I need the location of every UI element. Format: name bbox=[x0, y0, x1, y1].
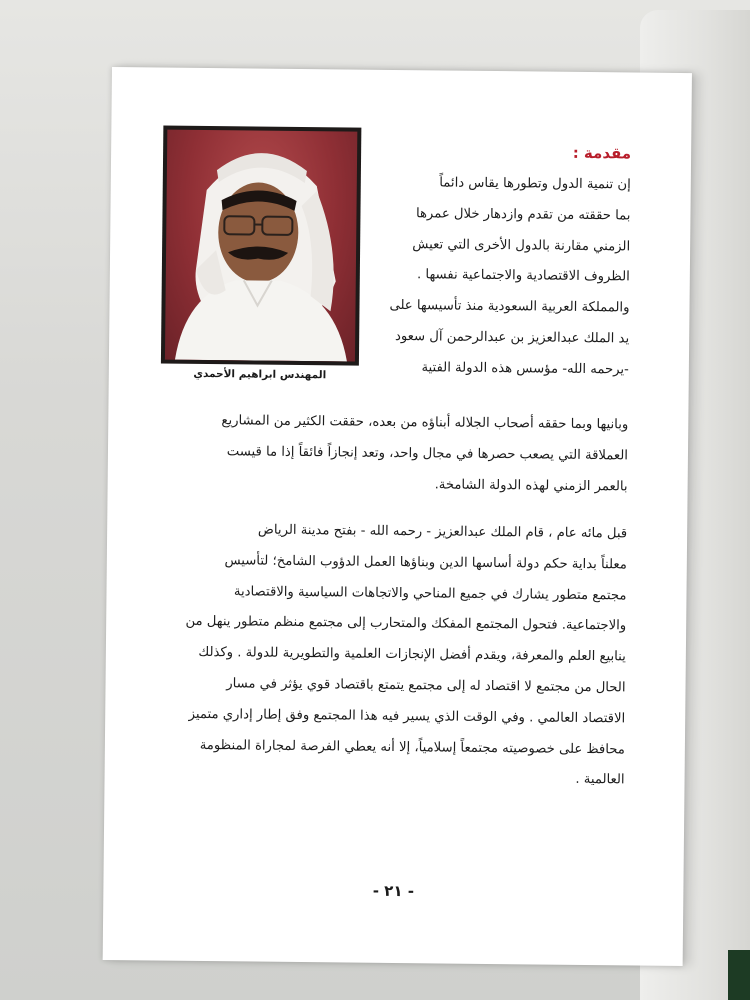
book-page bbox=[103, 67, 692, 966]
author-photo bbox=[165, 130, 357, 362]
photo-caption: المهندس ابراهيم الأحمدي bbox=[193, 367, 327, 382]
author-photo-frame bbox=[161, 126, 361, 366]
text-line: بالعمر الزمني لهذه الدولة الشامخة. bbox=[434, 476, 628, 495]
paragraph-2 bbox=[146, 514, 627, 796]
text-line: والمملكة العربية السعودية منذ تأسيسها على bbox=[389, 298, 630, 316]
text-line: -يرحمه الله- مؤسس هذه الدولة الفتية bbox=[421, 360, 629, 378]
text-line: الظروف الاقتصادية والاجتماعية نفسها . bbox=[416, 267, 630, 285]
text-line: يد الملك عبدالعزيز بن عبدالرحمن آل سعود bbox=[394, 328, 630, 347]
text-line: الزمني مقارنة بالدول الأخرى التي تعيش bbox=[412, 236, 631, 255]
text-line: بما حققته من تقدم وازدهار خلال عمرها bbox=[415, 205, 631, 224]
text-line: ينابيع العلم والمعرفة، ويقدم أفضل الإنجازات العلمية والتطويرية للدولة . وكذلك bbox=[198, 645, 626, 665]
book-cover-edge bbox=[728, 950, 750, 1000]
text-line: وبانيها وبما حققه أصحاب الجلاله أبناؤه من بعده، حققت الكثير من المشاريع bbox=[221, 413, 629, 433]
text-line: العملاقة التي يصعب حصرها في مجال واحد، وتعد إنجازاً فائقاً إذا ما قيست bbox=[226, 444, 629, 464]
text-line: محافظ على خصوصيته مجتمعاً إسلامياً، إلا أنه يعطي الفرصة لمجاراة المنظومة bbox=[199, 737, 625, 757]
text-line: العالمية . bbox=[575, 772, 625, 788]
text-line: معلناً بداية حكم دولة أساسها الدين وبناؤها العمل الدؤوب الشامخ؛ لتأسيس bbox=[224, 553, 627, 573]
text-line: قبل مائه عام ، قام الملك عبدالعزيز - رحمه الله - بفتح مدينة الرياض bbox=[257, 522, 628, 542]
text-line: مجتمع متطور يشارك في جميع المناحي والاتجاهات السياسية والاقتصادية bbox=[233, 583, 627, 604]
text-line: والاجتماعية. فتحول المجتمع المفكك والمتحارب إلى مجتمع منظم متطور ينهل من bbox=[185, 614, 627, 634]
section-heading: مقدمة : bbox=[572, 143, 632, 163]
portrait-illustration bbox=[165, 130, 357, 362]
text-line: الحال من مجتمع لا اقتصاد له إلى مجتمع يتمتع باقتصاد قوي يؤثر في مسار bbox=[226, 676, 626, 696]
paragraph-1-bottom bbox=[149, 405, 628, 502]
paragraph-1-top bbox=[367, 168, 631, 386]
text-line: الاقتصاد العالمي . وفي الوقت الذي يسير فيه هذا المجتمع وفق إطار إداري متميز bbox=[188, 706, 626, 727]
text-line: إن تنمية الدول وتطورها يقاس دائماً bbox=[439, 175, 631, 193]
page-number: - ٢١ - bbox=[372, 881, 415, 901]
